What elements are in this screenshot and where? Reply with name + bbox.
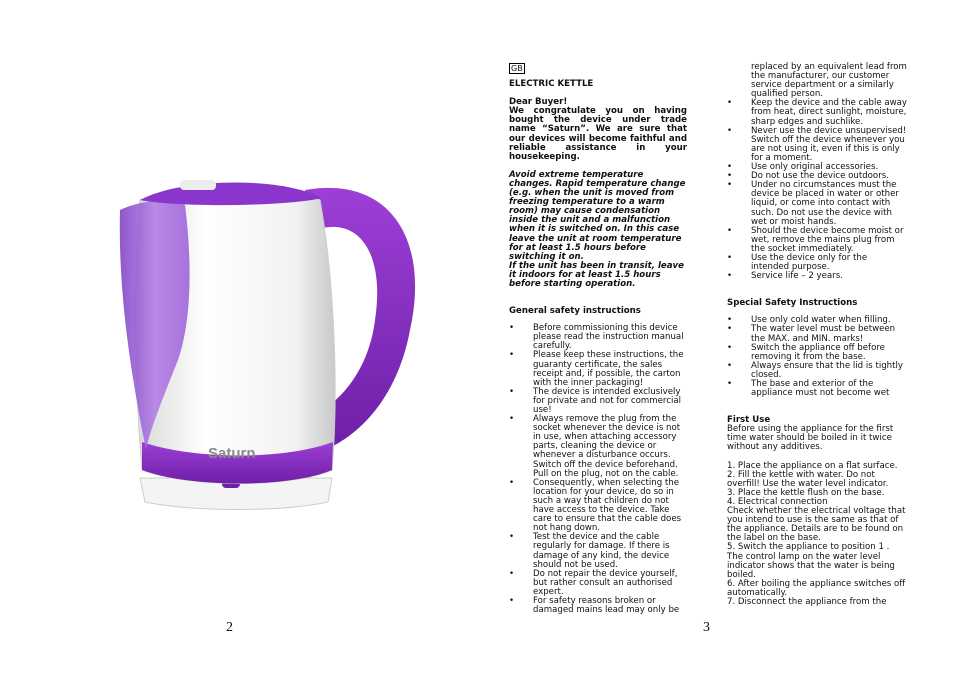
- step-text: 4. Electrical connection: [727, 496, 828, 507]
- first-use-intro: Before using the appliance for the first time water should be boiled in it twice without any additives.: [727, 424, 894, 453]
- list-item: • Use only original accessories.: [727, 163, 907, 172]
- list-item: • Use the device only for the intended purpose.: [727, 254, 907, 272]
- list-item: • The base and exterior of the appliance must not become wet: [727, 380, 907, 398]
- list-item: • Do not repair the device yourself, but rather consult an authorised expert.: [509, 570, 687, 597]
- step-text: 1. Place the appliance on a flat surface.: [727, 460, 898, 471]
- list-item: • Switch the appliance off before removing it from the base.: [727, 344, 907, 362]
- first-use-heading: First Use: [727, 415, 771, 426]
- list-item: • Before commissioning this device please read the instruction manual carefully.: [509, 324, 687, 351]
- list-item: • Do not use the device outdoors.: [727, 172, 907, 181]
- list-item: • Always remove the plug from the socket whenever the device is not in use, when attaching accessory parts, cleaning the device or whenever a disturbance occurs. Switch off the device beforehand. Pull on the plug, not on the cable.: [509, 415, 687, 479]
- warning-paragraph: Avoid extreme temperature changes. Rapid temperature change (e.g. when the unit is moved from freezing temperature to a warm room) may cause condensation inside the unit and a malfunction when it is switched on. In this case leave the unit at room temperature for at least 1.5 hours before switching it on.: [509, 169, 686, 262]
- document-title: ELECTRIC KETTLE: [509, 79, 594, 90]
- list-item: • Keep the device and the cable away from heat, direct sunlight, moisture, sharp edges and suchlike.: [727, 99, 907, 126]
- list-item: • The device is intended exclusively for private and not for commercial use!: [509, 388, 687, 415]
- brand-label: Saturn: [208, 445, 256, 462]
- special-safety-heading: Special Safety Instructions: [727, 298, 858, 309]
- list-item: • Always ensure that the lid is tightly closed.: [727, 362, 907, 380]
- step-text: 2. Fill the kettle with water. Do not overfill! Use the water level indicator.: [727, 469, 889, 489]
- step-text: The control lamp on the water level indicator shows that the water is being boiled.: [727, 551, 895, 580]
- list-item: • Service life – 2 years.: [727, 272, 907, 281]
- list-item: • Consequently, when selecting the location for your device, do so in such a way that children do not have access to the device. Take care to ensure that the cable does not hang down.: [509, 479, 687, 534]
- step-text: 6. After boiling the appliance switches off automatically.: [727, 578, 906, 598]
- list-item: • Should the device become moist or wet, remove the mains plug from the socket immediately.: [727, 227, 907, 254]
- page-number-right: 3: [703, 620, 710, 635]
- list-item: • Under no circumstances must the device be placed in water or other liquid, or come into contact with such. Do not use the device with wet or moist hands.: [727, 181, 907, 226]
- general-safety-list: [509, 324, 687, 615]
- list-item: • The water level must be between the MAX. and MIN. marks!: [727, 325, 907, 343]
- list-item: • Use only cold water when filling.: [727, 316, 907, 325]
- list-item: • Please keep these instructions, the guaranty certificate, the sales receipt and, if possible, the carton with the inner packaging!: [509, 351, 687, 387]
- list-item: • For safety reasons broken or damaged mains lead may only be: [509, 597, 687, 615]
- list-item: • Never use the device unsupervised! Switch off the device whenever you are not using it, even if this is only for a moment.: [727, 127, 907, 163]
- greeting: Dear Buyer!: [509, 97, 568, 108]
- right-column: [727, 63, 907, 607]
- general-safety-heading: General safety instructions: [509, 306, 641, 317]
- continuation-text: replaced by an equivalent lead from the manufacturer, our customer service department or a similarly qualified person.: [751, 62, 907, 100]
- kettle-image: [100, 170, 430, 520]
- step-text: Check whether the electrical voltage that you intend to use is the same as that of the appliance. Details are to be found on the label on the base.: [727, 506, 906, 544]
- list-item: • Test the device and the cable regularly for damage. If there is damage of any kind, the device should not be used.: [509, 533, 687, 569]
- step-text: 7. Disconnect the appliance from the: [727, 596, 887, 607]
- kettle-lid: [140, 182, 322, 205]
- left-column: [509, 63, 687, 615]
- general-safety-list-continued: [727, 99, 907, 281]
- step-text: 5. Switch the appliance to position 1 .: [727, 542, 890, 553]
- special-safety-list: [727, 316, 907, 398]
- intro-paragraph: We congratulate you on having bought the device under trade name “Saturn”. We are sure that our devices will become faithful and reliable assistance in your housekeeping.: [509, 106, 687, 162]
- language-badge: GB: [511, 64, 523, 73]
- page-number-left: 2: [226, 620, 233, 635]
- step-text: 3. Place the kettle flush on the base.: [727, 487, 885, 498]
- warning-transit: If the unit has been in transit, leave it indoors for at least 1.5 hours before starting operation.: [509, 260, 684, 289]
